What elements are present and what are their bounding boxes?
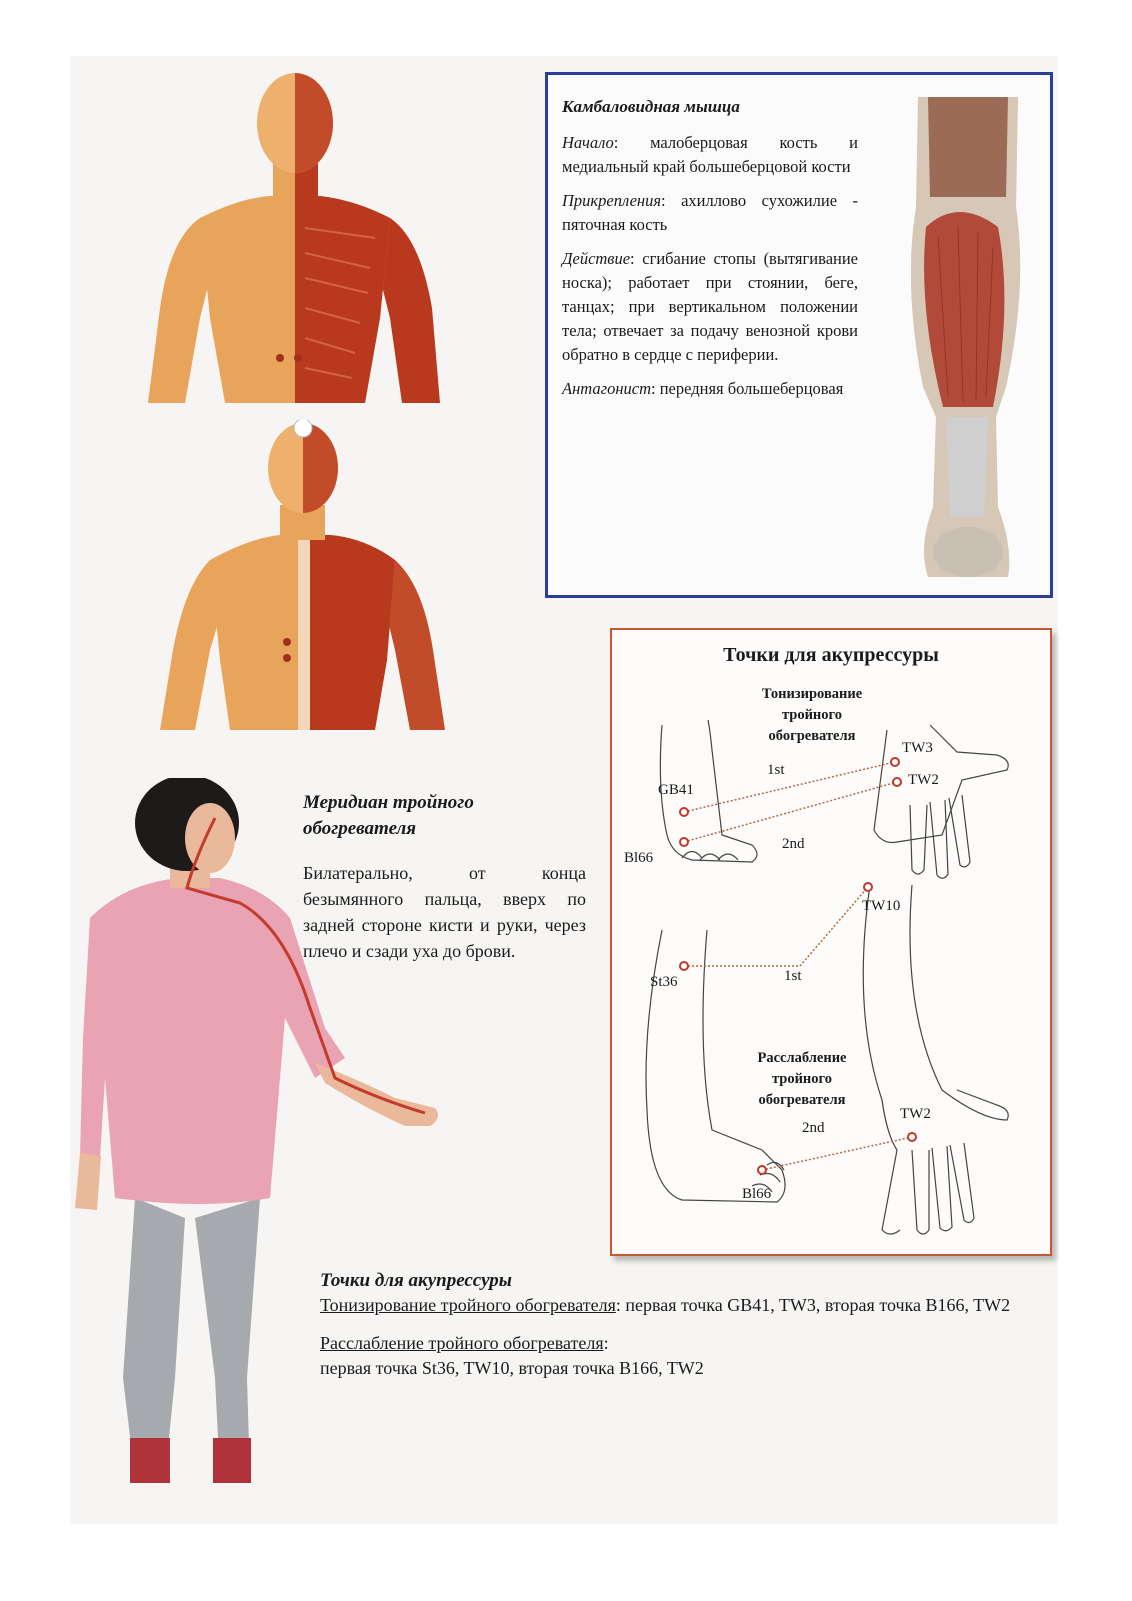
meridian-description: Билатерально, от конца безымянного пальца, вверх по задней стороне кисти и руки, через плечо и сзади уха до брови. (303, 863, 586, 961)
point-tw2-top: TW2 (908, 772, 939, 788)
meridian-title: Меридиан тройного обогревателя (303, 792, 474, 839)
order-first-top: 1st (767, 762, 785, 778)
point-st36: St36 (650, 974, 678, 990)
front-body-illustration (140, 68, 450, 413)
tonify-heading: Тонизирование тройного обогревателя (761, 686, 863, 744)
point-tw10: TW10 (862, 898, 901, 914)
order-second-top: 2nd (782, 836, 805, 852)
calf-muscle-illustration (888, 87, 1038, 587)
point-bl66-bottom: Bl66 (742, 1186, 772, 1202)
acupressure-diagram (612, 630, 1050, 1254)
order-first-bottom: 1st (784, 968, 802, 984)
muscle-antagonist: Антагонист: передняя большеберцовая (562, 379, 844, 398)
sedate-heading: Расслабление тройного обогревателя (757, 1050, 847, 1108)
muscle-insertion: Прикрепления: ахиллово сухожилие - пяточная кость (562, 191, 858, 234)
acupressure-chart (610, 628, 1052, 1256)
bottom-sedate: Расслабление тройного обогревателя: (320, 1333, 609, 1353)
point-tw3: TW3 (902, 740, 933, 756)
muscle-title: Камбаловидная мышца (562, 97, 740, 116)
point-bl66-top: Bl66 (624, 850, 654, 866)
muscle-origin: Начало: малоберцовая кость и медиальный край большеберцовой кости (562, 133, 858, 176)
order-second-bottom: 2nd (802, 1120, 825, 1136)
bottom-tonify: Тонизирование тройного обогревателя: первая точка GB41, TW3, вторая точка B166, TW2 (320, 1295, 1011, 1315)
acu-chart-title: Точки для акупрессуры (723, 644, 939, 666)
bottom-sedate-points: первая точка St36, TW10, вторая точка B166, TW2 (320, 1358, 704, 1378)
muscle-info-box (545, 72, 1053, 598)
point-gb41: GB41 (658, 782, 694, 798)
bottom-title: Точки для акупрессуры (320, 1270, 512, 1291)
back-body-illustration (155, 420, 455, 740)
point-tw2-bottom: TW2 (900, 1106, 931, 1122)
muscle-action: Действие: сгибание стопы (вытягивание носка); работает при стоянии, беге, танцах; при вертикальном положении тела; отвечает за подачу венозной крови обратно в сердце с периферии. (562, 249, 858, 364)
bottom-acupressure-text (320, 1268, 1055, 1381)
